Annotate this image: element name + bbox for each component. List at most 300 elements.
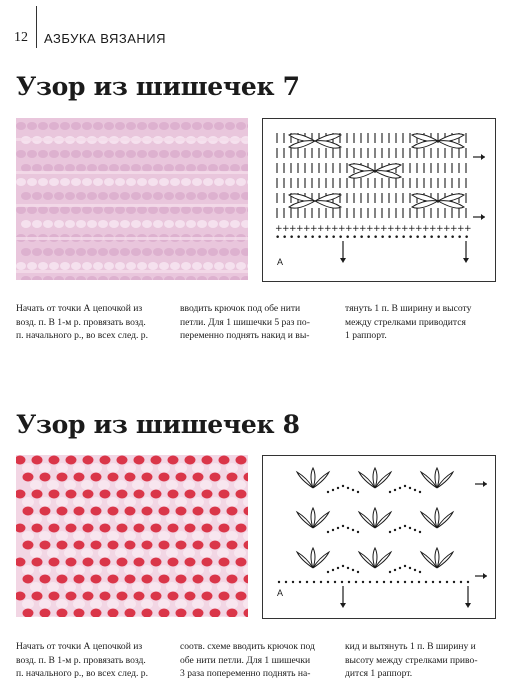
- photo-8-hole: [83, 490, 94, 499]
- photo-8-hole: [227, 507, 238, 516]
- photo-7-stitch: [153, 192, 163, 200]
- photo-8-hole: [151, 558, 162, 567]
- photo-7-stitch: [197, 164, 207, 172]
- photo-7-stitch: [16, 206, 26, 214]
- photo-8-hole: [236, 558, 247, 567]
- photo-8-hole: [134, 490, 145, 499]
- photo-7-stitch: [98, 248, 108, 256]
- photo-7-stitch: [38, 206, 48, 214]
- photo-8-cluster: [175, 531, 187, 541]
- chart-8-chain-dot: [399, 487, 401, 489]
- chart-8-chain-dot: [342, 565, 344, 567]
- chart-7-chain-mark: +: [373, 224, 381, 234]
- photo-7-stitch: [219, 164, 229, 172]
- photo-8-cluster: [141, 531, 153, 541]
- photo-8-cluster: [107, 565, 119, 575]
- photo-7-stitch: [32, 248, 42, 256]
- chart-8-puff-petal: [421, 472, 437, 488]
- photo-8-cluster: [124, 565, 136, 575]
- chart-7-chain-mark: +: [436, 224, 444, 234]
- chart-8-chain-dot: [394, 489, 396, 491]
- chart-7-chain-mark: •: [296, 233, 302, 243]
- photo-8-cluster: [47, 548, 59, 558]
- photo-8-cluster: [183, 480, 195, 490]
- photo-8-cluster: [166, 548, 178, 558]
- chart-7-chain-mark: •: [352, 233, 358, 243]
- photo-7-stitch: [54, 164, 64, 172]
- photo-8-cluster: [22, 531, 34, 541]
- photo-8-hole: [32, 524, 43, 533]
- chart-7-chain-mark: +: [282, 224, 290, 234]
- chart-7-chain-mark: +: [359, 224, 367, 234]
- chart-8-foundation-dot: [418, 581, 420, 583]
- photo-8-hole: [74, 473, 85, 482]
- chart-7-chain-mark: •: [436, 233, 442, 243]
- photo-7-stitch: [164, 248, 174, 256]
- photo-8-hole: [125, 575, 136, 584]
- photo-7-stitch: [49, 178, 59, 186]
- photo-8-hole: [142, 473, 153, 482]
- photo-8-cluster: [39, 599, 51, 609]
- photo-8-cluster: [30, 548, 42, 558]
- photo-8-hole: [100, 524, 111, 533]
- photo-8-cluster: [234, 582, 246, 592]
- chart-8-chain-dot: [389, 571, 391, 573]
- photo-7-stitch: [170, 150, 180, 158]
- photo-7-stitch: [181, 262, 191, 270]
- chart-8-foundation-dot: [453, 581, 455, 583]
- chart-8-foundation-dot: [467, 581, 469, 583]
- photo-7-stitch: [65, 164, 75, 172]
- chart-8-foundation-dot: [355, 581, 357, 583]
- chart-8-arrowhead: [340, 603, 346, 608]
- chart-8-chain-dot: [419, 531, 421, 533]
- photo-7-row-band: [16, 237, 248, 240]
- photo-7-stitch: [115, 122, 125, 130]
- photo-7-stitch: [181, 206, 191, 214]
- photo-8-cluster: [47, 582, 59, 592]
- photo-7-stitch: [214, 262, 224, 270]
- photo-8-hole: [151, 592, 162, 601]
- chart-8-chain-dot: [409, 527, 411, 529]
- photo-8-hole: [117, 558, 128, 567]
- photo-8-cluster: [141, 599, 153, 609]
- photo-7-stitch: [109, 248, 119, 256]
- chart-8-puff-petal: [313, 512, 329, 528]
- chart-7-arrowhead: [481, 214, 485, 220]
- photo-8-cluster: [141, 497, 153, 507]
- photo-7-stitch: [120, 164, 130, 172]
- photo-7-stitch: [49, 122, 59, 130]
- photo-7-stitch: [82, 262, 92, 270]
- chart-7-chain-mark: +: [408, 224, 416, 234]
- chart-8-foundation-dot: [460, 581, 462, 583]
- photo-7-stitch: [181, 178, 191, 186]
- photo-8-cluster: [30, 582, 42, 592]
- chart-7-chain-mark: •: [443, 233, 449, 243]
- chart-7-chain-mark: +: [303, 224, 311, 234]
- chart-8-foundation-dot: [362, 581, 364, 583]
- chart-7-chain-mark: +: [324, 224, 332, 234]
- photo-8-cluster: [115, 548, 127, 558]
- photo-7-stitch: [109, 192, 119, 200]
- photo-8-cluster: [39, 497, 51, 507]
- photo-8-hole: [219, 558, 230, 567]
- photo-7-stitch: [137, 178, 147, 186]
- photo-8-cluster: [73, 497, 85, 507]
- photo-8-hole: [168, 456, 179, 465]
- photo-8-cluster: [98, 514, 110, 524]
- photo-8-hole: [32, 456, 43, 465]
- photo-7-stitch: [87, 164, 97, 172]
- photo-7-stitch: [159, 178, 169, 186]
- photo-7-stitch: [60, 206, 70, 214]
- chart-8-chain-dot: [357, 571, 359, 573]
- photo-8-hole: [185, 524, 196, 533]
- chart-8-foundation-dot: [390, 581, 392, 583]
- photo-7-stitch: [219, 220, 229, 228]
- pattern-8-photo: [16, 455, 248, 617]
- chart-7-chain-mark: +: [310, 224, 318, 234]
- chart-7-chain-mark: •: [380, 233, 386, 243]
- photo-7-stitch: [49, 262, 59, 270]
- photo-7-stitch: [87, 192, 97, 200]
- photo-8-hole: [168, 490, 179, 499]
- photo-7-stitch: [186, 220, 196, 228]
- chart-8-chain-dot: [394, 569, 396, 571]
- chart-8-arrowhead: [483, 573, 487, 579]
- photo-7-stitch: [148, 178, 158, 186]
- photo-8-hole: [142, 541, 153, 550]
- chart-7-puff-leaf: [412, 141, 438, 149]
- chart-7-chain-mark: •: [282, 233, 288, 243]
- photo-8-hole: [32, 558, 43, 567]
- photo-8-cluster: [30, 514, 42, 524]
- photo-8-hole: [40, 541, 51, 550]
- photo-8-cluster: [22, 599, 34, 609]
- photo-7-stitch: [98, 192, 108, 200]
- photo-8-hole: [159, 541, 170, 550]
- photo-8-hole: [83, 524, 94, 533]
- photo-7-stitch: [27, 206, 37, 214]
- photo-7-stitch: [93, 150, 103, 158]
- photo-8-hole: [185, 456, 196, 465]
- chart-7-chain-mark: +: [338, 224, 346, 234]
- photo-7-stitch: [192, 150, 202, 158]
- pattern-8-text-col-2: соотв. схеме вводить крючок под обе нити петли. Для 1 шишечки 3 раза попеременно поднять на-: [180, 641, 315, 680]
- chart-8-puff-petal: [359, 472, 375, 488]
- photo-7-stitch: [142, 248, 152, 256]
- chart-7-chain-mark: +: [380, 224, 388, 234]
- chart-7-chain-mark: +: [450, 224, 458, 234]
- chart-8-chain-dot: [347, 527, 349, 529]
- photo-8-cluster: [22, 463, 34, 473]
- photo-7-stitch: [71, 206, 81, 214]
- photo-7-stitch: [137, 150, 147, 158]
- photo-7-stitch: [192, 206, 202, 214]
- photo-8-cluster: [149, 514, 161, 524]
- photo-7-stitch: [54, 192, 64, 200]
- photo-7-stitch: [230, 192, 240, 200]
- photo-7-stitch: [126, 262, 136, 270]
- photo-8-cluster: [22, 497, 34, 507]
- photo-8-cluster: [192, 599, 204, 609]
- photo-7-stitch: [60, 262, 70, 270]
- chart-8-foundation-dot: [306, 581, 308, 583]
- chart-8-foundation-dot: [278, 581, 280, 583]
- photo-7-stitch: [219, 192, 229, 200]
- photo-8-cluster: [124, 497, 136, 507]
- photo-7-stitch: [76, 164, 86, 172]
- photo-8-hole: [202, 490, 213, 499]
- photo-8-cluster: [141, 463, 153, 473]
- photo-8-hole: [108, 575, 119, 584]
- chart-8-chain-dot: [357, 531, 359, 533]
- photo-8-cluster: [39, 463, 51, 473]
- chart-7-chain-mark: +: [317, 224, 325, 234]
- photo-7-stitch: [126, 178, 136, 186]
- chart-7-arrowhead: [463, 258, 469, 263]
- chart-7-chain-mark: •: [331, 233, 337, 243]
- photo-8-hole: [236, 456, 247, 465]
- chart-7-puff-leaf: [289, 201, 315, 209]
- photo-8-hole: [32, 490, 43, 499]
- chart-7-chain-mark: +: [429, 224, 437, 234]
- chart-8-chain-dot: [414, 529, 416, 531]
- photo-7-stitch: [16, 262, 26, 270]
- chart-8-foundation-dot: [411, 581, 413, 583]
- photo-8-cluster: [73, 463, 85, 473]
- pattern-7-chart: [262, 118, 496, 282]
- chart-8-chain-dot: [337, 527, 339, 529]
- photo-8-cluster: [73, 599, 85, 609]
- photo-8-cluster: [47, 514, 59, 524]
- photo-8-hole: [210, 473, 221, 482]
- photo-8-cluster: [192, 463, 204, 473]
- photo-7-stitch: [159, 262, 169, 270]
- photo-7-stitch: [175, 248, 185, 256]
- photo-8-cluster: [73, 565, 85, 575]
- photo-7-stitch: [186, 164, 196, 172]
- chart-8-chain-dot: [352, 569, 354, 571]
- photo-7-stitch: [142, 164, 152, 172]
- photo-8-cluster: [200, 548, 212, 558]
- photo-8-hole: [134, 524, 145, 533]
- photo-7-stitch: [126, 122, 136, 130]
- photo-8-cluster: [192, 531, 204, 541]
- chart-7-chain-mark: •: [310, 233, 316, 243]
- chart-7-puff-leaf: [349, 171, 375, 179]
- photo-7-stitch: [93, 206, 103, 214]
- photo-8-hole: [134, 456, 145, 465]
- photo-7-stitch: [148, 206, 158, 214]
- photo-7-stitch: [142, 220, 152, 228]
- photo-8-cluster: [209, 565, 221, 575]
- chart-7-chain-mark: +: [394, 224, 402, 234]
- photo-8-cluster: [226, 599, 238, 609]
- chart-7-chain-mark: •: [408, 233, 414, 243]
- photo-8-hole: [159, 473, 170, 482]
- chart-8-chain-dot: [332, 569, 334, 571]
- chart-7-chain-mark: +: [415, 224, 423, 234]
- photo-7-stitch: [71, 262, 81, 270]
- photo-7-stitch: [98, 220, 108, 228]
- photo-8-cluster: [90, 463, 102, 473]
- photo-7-stitch: [87, 220, 97, 228]
- photo-7-stitch: [214, 206, 224, 214]
- pattern-7-text-col-3: тянуть 1 п. В ширину и высоту между стрелками приводится 1 раппорт.: [345, 303, 472, 342]
- photo-8-cluster: [56, 531, 68, 541]
- photo-8-hole: [57, 507, 68, 516]
- photo-8-cluster: [73, 531, 85, 541]
- photo-8-cluster: [107, 497, 119, 507]
- photo-8-cluster: [158, 531, 170, 541]
- photo-8-cluster: [98, 582, 110, 592]
- photo-7-stitch: [27, 150, 37, 158]
- chart-7-chain-mark: •: [401, 233, 407, 243]
- chart-7-chain-mark: +: [443, 224, 451, 234]
- photo-7-stitch: [203, 150, 213, 158]
- photo-7-stitch: [175, 220, 185, 228]
- photo-8-hole: [227, 575, 238, 584]
- photo-8-hole: [91, 541, 102, 550]
- photo-7-stitch: [236, 150, 246, 158]
- photo-7-stitch: [159, 206, 169, 214]
- photo-8-hole: [142, 575, 153, 584]
- chart-8-puff-petal: [421, 512, 437, 528]
- photo-7-stitch: [131, 220, 141, 228]
- photo-7-stitch: [164, 164, 174, 172]
- photo-8-cluster: [64, 548, 76, 558]
- photo-7-stitch: [109, 164, 119, 172]
- photo-7-stitch: [203, 206, 213, 214]
- chart-7-chain-mark: •: [464, 233, 470, 243]
- photo-7-stitch: [65, 192, 75, 200]
- photo-8-hole: [176, 575, 187, 584]
- chart-7-chain-mark: •: [366, 233, 372, 243]
- chart-8-foundation-dot: [369, 581, 371, 583]
- photo-8-hole: [57, 541, 68, 550]
- photo-7-stitch: [175, 192, 185, 200]
- photo-8-hole: [23, 507, 34, 516]
- photo-8-cluster: [115, 480, 127, 490]
- photo-7-stitch: [76, 220, 86, 228]
- photo-7-row-band: [16, 171, 248, 174]
- photo-7-stitch: [104, 178, 114, 186]
- chart-7-chain-mark: •: [422, 233, 428, 243]
- photo-7-stitch: [38, 122, 48, 130]
- chart-7-chain-mark: +: [464, 224, 472, 234]
- chart-7-puff-leaf: [438, 201, 464, 209]
- photo-7-stitch: [104, 206, 114, 214]
- photo-7-stitch: [49, 150, 59, 158]
- photo-8-hole: [117, 456, 128, 465]
- photo-8-cluster: [158, 497, 170, 507]
- photo-7-stitch: [186, 248, 196, 256]
- photo-8-hole: [49, 592, 60, 601]
- header-divider: [36, 6, 37, 48]
- photo-8-hole: [236, 524, 247, 533]
- photo-8-hole: [49, 558, 60, 567]
- photo-7-stitch: [27, 122, 37, 130]
- chart-8-puff-petal: [437, 552, 453, 568]
- photo-8-hole: [108, 473, 119, 482]
- pattern-7-text-col-2: вводить крючок под обе нити петли. Для 1 шишечки 5 раз по- переменно поднять накид и вы-: [180, 303, 310, 342]
- photo-8-cluster: [39, 531, 51, 541]
- photo-8-hole: [49, 490, 60, 499]
- photo-8-cluster: [226, 531, 238, 541]
- photo-8-cluster: [22, 565, 34, 575]
- photo-8-cluster: [115, 582, 127, 592]
- photo-8-hole: [32, 592, 43, 601]
- chart-8-foundation-dot: [348, 581, 350, 583]
- photo-8-cluster: [124, 599, 136, 609]
- photo-7-stitch: [181, 150, 191, 158]
- photo-8-cluster: [166, 480, 178, 490]
- photo-8-hole: [125, 507, 136, 516]
- photo-7-stitch: [197, 248, 207, 256]
- photo-7-row-band: [16, 270, 248, 273]
- chart-8-foundation-dot: [313, 581, 315, 583]
- photo-8-cluster: [115, 514, 127, 524]
- chart-8-chain-dot: [404, 485, 406, 487]
- photo-7-stitch: [170, 262, 180, 270]
- chart-8-puff-petal: [313, 472, 329, 488]
- photo-7-stitch: [54, 220, 64, 228]
- photo-8-hole: [210, 575, 221, 584]
- photo-8-hole: [40, 473, 51, 482]
- photo-8-cluster: [158, 599, 170, 609]
- photo-7-stitch: [120, 248, 130, 256]
- photo-7-stitch: [181, 122, 191, 130]
- chart-8-chain-dot: [337, 567, 339, 569]
- photo-7-stitch: [192, 262, 202, 270]
- photo-8-cluster: [175, 599, 187, 609]
- chart-8-chain-dot: [419, 491, 421, 493]
- photo-8-hole: [202, 524, 213, 533]
- photo-8-hole: [193, 575, 204, 584]
- photo-8-cluster: [90, 565, 102, 575]
- photo-7-stitch: [208, 192, 218, 200]
- photo-7-stitch: [71, 150, 81, 158]
- photo-8-hole: [66, 524, 77, 533]
- chart-8-chain-dot: [347, 567, 349, 569]
- photo-7-stitch: [21, 164, 31, 172]
- photo-7-stitch: [203, 178, 213, 186]
- photo-7-stitch: [225, 262, 235, 270]
- chart-8-foundation-dot: [341, 581, 343, 583]
- chart-7-chain-mark: •: [457, 233, 463, 243]
- photo-7-stitch: [225, 150, 235, 158]
- photo-8-cluster: [209, 463, 221, 473]
- photo-8-cluster: [226, 463, 238, 473]
- chart-7-chain-mark: •: [429, 233, 435, 243]
- chart-8-puff-petal: [375, 552, 391, 568]
- photo-8-cluster: [98, 480, 110, 490]
- photo-7-stitch: [76, 248, 86, 256]
- chart-8-chain-dot: [337, 487, 339, 489]
- photo-8-hole: [117, 592, 128, 601]
- photo-8-cluster: [166, 582, 178, 592]
- chart-8-chain-dot: [352, 529, 354, 531]
- chart-7-chain-mark: •: [289, 233, 295, 243]
- chart-8-puff-petal: [437, 512, 453, 528]
- photo-7-stitch: [230, 248, 240, 256]
- photo-7-stitch: [27, 178, 37, 186]
- photo-7-stitch: [197, 220, 207, 228]
- chart-8-chain-dot: [342, 485, 344, 487]
- photo-8-hole: [57, 473, 68, 482]
